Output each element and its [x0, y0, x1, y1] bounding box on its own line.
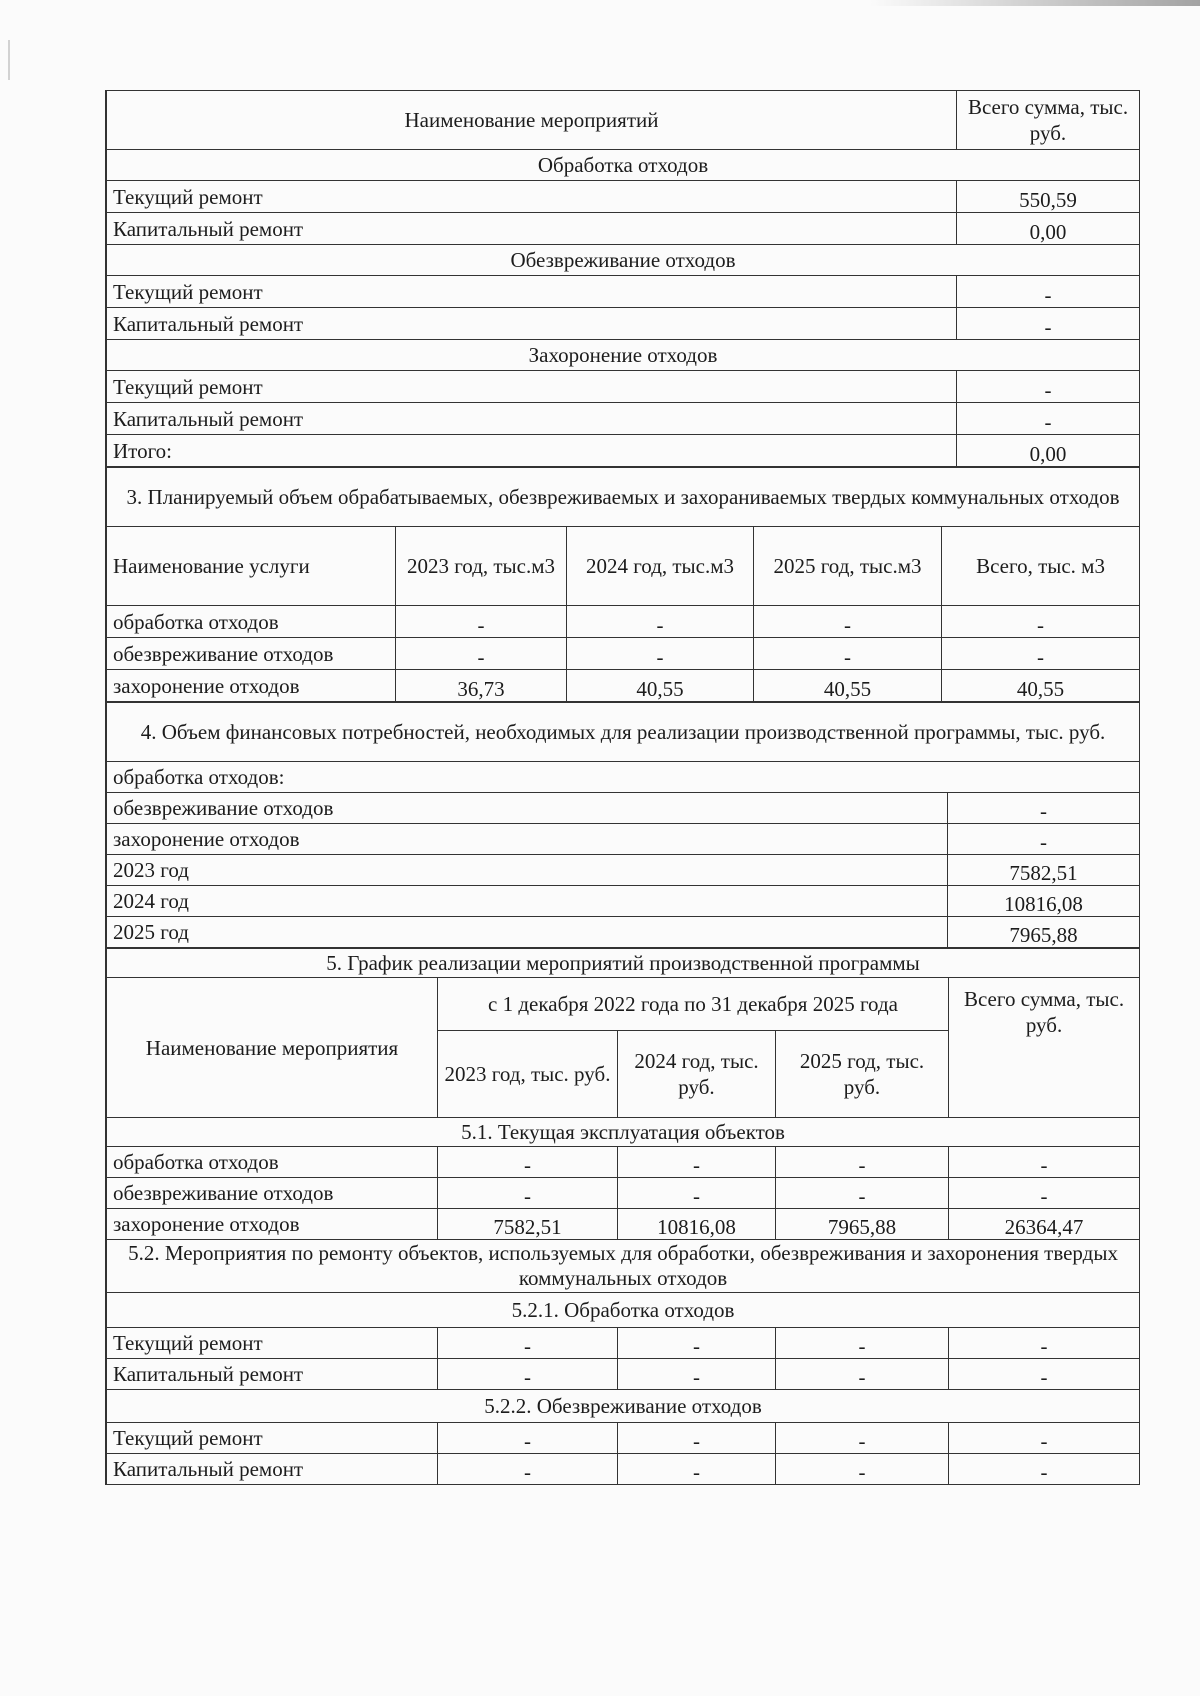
row-value: 10816,08 [948, 886, 1140, 917]
cell-value: - [776, 1454, 949, 1485]
subsection-title: 5.1. Текущая эксплуатация объектов [107, 1118, 1140, 1147]
row-label: захоронение отходов [107, 670, 396, 702]
section-4-table [106, 702, 1140, 948]
cell-value: - [438, 1328, 618, 1359]
header-year: 2025 год, тыс. руб. [776, 1031, 949, 1118]
cell-value: - [949, 1359, 1140, 1390]
cell-value: 7582,51 [438, 1209, 618, 1240]
header-period: с 1 декабря 2022 года по 31 декабря 2025 года [438, 978, 949, 1031]
row-value: 7965,88 [948, 917, 1140, 948]
header-year: 2024 год, тыс.м3 [567, 527, 754, 606]
cell-value: - [949, 1147, 1140, 1178]
header-year: 2025 год, тыс.м3 [754, 527, 942, 606]
cell-value: 36,73 [396, 670, 567, 702]
row-value: 550,59 [957, 181, 1140, 213]
row-label: Текущий ремонт [107, 1328, 438, 1359]
section-3-title: 3. Планируемый объем обрабатываемых, обезвреживаемых и захораниваемых твердых коммунальных отходов [107, 468, 1140, 527]
cell-value: - [949, 1454, 1140, 1485]
cell-value: - [396, 638, 567, 670]
cell-value: - [776, 1423, 949, 1454]
row-label: обработка отходов: [107, 762, 1140, 793]
cell-value: - [567, 638, 754, 670]
cell-value: - [618, 1147, 776, 1178]
cell-value: - [942, 606, 1140, 638]
row-label: Капитальный ремонт [107, 403, 957, 435]
row-label: обработка отходов [107, 606, 396, 638]
row-label: 2024 год [107, 886, 948, 917]
cell-value: - [776, 1147, 949, 1178]
header-year: 2023 год, тыс. руб. [438, 1031, 618, 1118]
row-label: захоронение отходов [107, 1209, 438, 1240]
row-label: обезвреживание отходов [107, 638, 396, 670]
row-label: 2023 год [107, 855, 948, 886]
header-year: 2023 год, тыс.м3 [396, 527, 567, 606]
row-label: Текущий ремонт [107, 181, 957, 213]
cell-value: 40,55 [942, 670, 1140, 702]
total-label: Итого: [107, 435, 957, 467]
cell-value: - [618, 1359, 776, 1390]
cell-value: - [754, 638, 942, 670]
header-year: 2024 год, тыс. руб. [618, 1031, 776, 1118]
row-value: - [948, 793, 1140, 824]
document-page [105, 90, 1139, 1485]
cell-value: - [438, 1423, 618, 1454]
header-name: Наименование мероприятия [107, 978, 438, 1118]
row-label: Текущий ремонт [107, 1423, 438, 1454]
row-value: - [948, 824, 1140, 855]
row-label: Капитальный ремонт [107, 1454, 438, 1485]
subsection-title: 5.2.1. Обработка отходов [107, 1293, 1140, 1328]
cell-value: - [618, 1423, 776, 1454]
header-total: Всего, тыс. м3 [942, 527, 1140, 606]
row-value: - [957, 371, 1140, 403]
group-title: Обработка отходов [107, 150, 1140, 181]
cell-value: - [438, 1178, 618, 1209]
row-label: 2025 год [107, 917, 948, 948]
cell-value: - [949, 1423, 1140, 1454]
cell-value: - [942, 638, 1140, 670]
cell-value: - [776, 1328, 949, 1359]
cell-value: - [618, 1454, 776, 1485]
group-title: Обезвреживание отходов [107, 245, 1140, 276]
scan-edge-shadow [870, 0, 1200, 6]
cell-value: 7965,88 [776, 1209, 949, 1240]
row-label: обезвреживание отходов [107, 1178, 438, 1209]
cell-value: - [754, 606, 942, 638]
cell-value: - [438, 1359, 618, 1390]
row-value: - [957, 276, 1140, 308]
header-name: Наименование мероприятий [107, 91, 957, 150]
cell-value: 40,55 [567, 670, 754, 702]
cell-value: - [618, 1328, 776, 1359]
cell-value: - [438, 1454, 618, 1485]
row-label: обработка отходов [107, 1147, 438, 1178]
cell-value: 26364,47 [949, 1209, 1140, 1240]
row-label: Капитальный ремонт [107, 308, 957, 340]
section-5-title: 5. График реализации мероприятий производственной программы [107, 949, 1140, 978]
repair-summary-table [106, 90, 1140, 467]
total-value: 0,00 [957, 435, 1140, 467]
cell-value: - [438, 1147, 618, 1178]
subsection-title: 5.2. Мероприятия по ремонту объектов, используемых для обработки, обезвреживания и захоронения твердых коммунальных отходов [107, 1240, 1140, 1293]
row-label: Текущий ремонт [107, 276, 957, 308]
scan-edge-mark [8, 40, 10, 80]
row-label: Капитальный ремонт [107, 1359, 438, 1390]
row-label: захоронение отходов [107, 824, 948, 855]
subsection-title: 5.2.2. Обезвреживание отходов [107, 1390, 1140, 1423]
cell-value: - [949, 1328, 1140, 1359]
cell-value: - [776, 1359, 949, 1390]
section-3-table [106, 467, 1140, 702]
cell-value: - [396, 606, 567, 638]
cell-value: - [949, 1178, 1140, 1209]
cell-value: 10816,08 [618, 1209, 776, 1240]
row-label: обезвреживание отходов [107, 793, 948, 824]
row-value: - [957, 308, 1140, 340]
section-4-title: 4. Объем финансовых потребностей, необходимых для реализации производственной программы, тыс. руб. [107, 703, 1140, 762]
row-value: - [957, 403, 1140, 435]
cell-value: - [567, 606, 754, 638]
header-service: Наименование услуги [107, 527, 396, 606]
cell-value: 40,55 [754, 670, 942, 702]
cell-value: - [776, 1178, 949, 1209]
header-total: Всего сумма, тыс. руб. [949, 978, 1140, 1118]
row-label: Текущий ремонт [107, 371, 957, 403]
group-title: Захоронение отходов [107, 340, 1140, 371]
row-value: 7582,51 [948, 855, 1140, 886]
section-5-table [106, 948, 1140, 1485]
row-value: 0,00 [957, 213, 1140, 245]
cell-value: - [618, 1178, 776, 1209]
header-total: Всего сумма, тыс. руб. [957, 91, 1140, 150]
row-label: Капитальный ремонт [107, 213, 957, 245]
